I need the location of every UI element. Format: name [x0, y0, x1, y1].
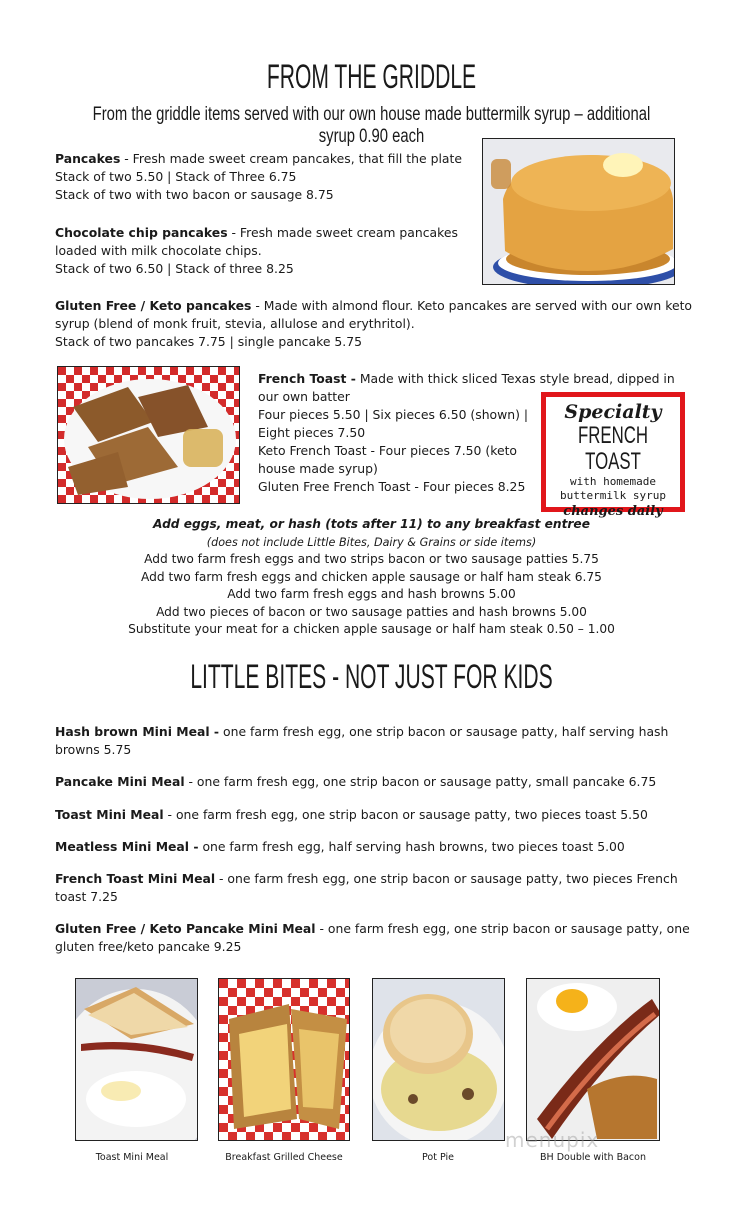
griddle-subtitle: From the griddle items served with our own house made buttermilk syrup – additional syrup 0.90 each — [92, 104, 651, 147]
menupix-watermark: menupix — [505, 1128, 600, 1152]
addon-line: Add two pieces of bacon or two sausage patties and hash browns 5.00 — [156, 604, 587, 619]
item-name: Hash brown Mini Meal - — [55, 724, 220, 739]
item-line: Eight pieces 7.50 — [258, 425, 366, 440]
specialty-french-toast-badge — [541, 392, 685, 519]
pot-pie-photo — [372, 978, 505, 1141]
toast-mini-meal-photo — [75, 978, 198, 1141]
photo-caption: Pot Pie — [422, 1152, 454, 1163]
item-name: French Toast - — [258, 371, 356, 386]
item-name: Meatless Mini Meal - — [55, 839, 199, 854]
item-name: Gluten Free / Keto pancakes — [55, 298, 252, 313]
badge-line: FRENCH TOAST — [578, 422, 648, 475]
addon-line: Add two farm fresh eggs and two strips bacon or two sausage patties 5.75 — [144, 552, 599, 566]
item-line: Keto French Toast - Four pieces 7.50 (keto — [258, 443, 518, 458]
badge-line: changes daily — [563, 504, 663, 519]
french-toast-photo — [57, 366, 240, 504]
item-desc: - one farm fresh egg, one strip bacon or sausage patty, two pieces toast 5.50 — [163, 807, 648, 822]
menu-item-gluten-free-keto-pancakes — [55, 297, 695, 351]
item-desc-line: loaded with milk chocolate chips. — [55, 243, 262, 258]
addons-section — [0, 516, 743, 639]
mini-meal-item — [55, 870, 695, 906]
item-name: Toast Mini Meal — [55, 807, 164, 822]
griddle-title: FROM THE GRIDDLE — [266, 58, 477, 96]
item-name: Pancake Mini Meal — [55, 774, 185, 789]
item-desc: - one farm fresh egg, one strip bacon or sausage patty, small pancake 6.75 — [184, 774, 657, 789]
item-name: Pancakes — [55, 151, 121, 166]
addons-note: (does not include Little Bites, Dairy & Grains or side items) — [206, 535, 537, 549]
mini-meal-item — [55, 838, 715, 856]
item-name: Gluten Free / Keto Pancake Mini Meal — [55, 921, 316, 936]
photo-caption: BH Double with Bacon — [540, 1152, 646, 1163]
addon-line: Substitute your meat for a chicken apple sausage or half ham steak 0.50 – 1.00 — [128, 622, 615, 636]
item-desc: - Made with almond flour. Keto pancakes are served with our own keto — [251, 298, 693, 313]
item-desc: - Fresh made sweet cream pancakes, that fill the plate — [120, 151, 462, 166]
photo-caption: Breakfast Grilled Cheese — [225, 1152, 343, 1163]
breakfast-grilled-cheese-photo — [218, 978, 350, 1141]
item-name: French Toast Mini Meal — [55, 871, 216, 886]
mini-meal-item — [55, 806, 715, 824]
mini-meal-item — [55, 723, 695, 759]
item-price-line: Stack of two with two bacon or sausage 8.75 — [55, 187, 334, 202]
item-desc: one farm fresh egg, one strip bacon or sausage patty, half serving hash — [219, 724, 669, 739]
item-desc: - one farm fresh egg, one strip bacon or sausage patty, two pieces French — [215, 871, 678, 886]
item-line: Four pieces 5.50 | Six pieces 6.50 (shown) | — [258, 407, 529, 422]
badge-line: Specialty — [564, 401, 662, 423]
item-price-line: Stack of two 5.50 | Stack of Three 6.75 — [55, 169, 297, 184]
item-price-line: Stack of two 6.50 | Stack of three 8.25 — [55, 261, 294, 276]
item-name: Chocolate chip pancakes — [55, 225, 228, 240]
pancake-photo — [482, 138, 675, 285]
addons-heading: Add eggs, meat, or hash (tots after 11) to any breakfast entree — [153, 517, 590, 531]
addon-line: Add two farm fresh eggs and hash browns 5.00 — [227, 587, 516, 601]
item-price-line: Stack of two pancakes 7.75 | single pancake 5.75 — [55, 334, 362, 349]
badge-line: with homemade — [569, 475, 657, 488]
menu-item-pancakes — [55, 150, 475, 204]
item-desc-line: gluten free/keto pancake 9.25 — [55, 939, 242, 954]
item-desc-line: browns 5.75 — [55, 742, 132, 757]
item-desc: - Fresh made sweet cream pancakes — [227, 225, 458, 240]
badge-line: buttermilk syrup — [560, 489, 666, 502]
item-line: house made syrup) — [258, 461, 378, 476]
item-desc: Made with thick sliced Texas style bread, dipped in — [355, 371, 675, 386]
item-desc-line: syrup (blend of monk fruit, stevia, allulose and erythritol). — [55, 316, 415, 331]
item-desc: - one farm fresh egg, one strip bacon or sausage patty, one — [315, 921, 690, 936]
mini-meal-item — [55, 773, 715, 791]
bh-double-with-bacon-photo — [526, 978, 660, 1141]
little-bites-title: LITTLE BITES - NOT JUST FOR KIDS — [190, 658, 553, 696]
item-desc: one farm fresh egg, half serving hash browns, two pieces toast 5.00 — [198, 839, 625, 854]
item-line: Gluten Free French Toast - Four pieces 8.25 — [258, 479, 526, 494]
menu-item-chocolate-chip-pancakes — [55, 224, 475, 278]
mini-meal-item — [55, 920, 715, 956]
item-line: our own batter — [258, 389, 350, 404]
item-desc-line: toast 7.25 — [55, 889, 118, 904]
addon-line: Add two farm fresh eggs and chicken apple sausage or half ham steak 6.75 — [141, 569, 602, 584]
photo-caption: Toast Mini Meal — [95, 1152, 169, 1163]
